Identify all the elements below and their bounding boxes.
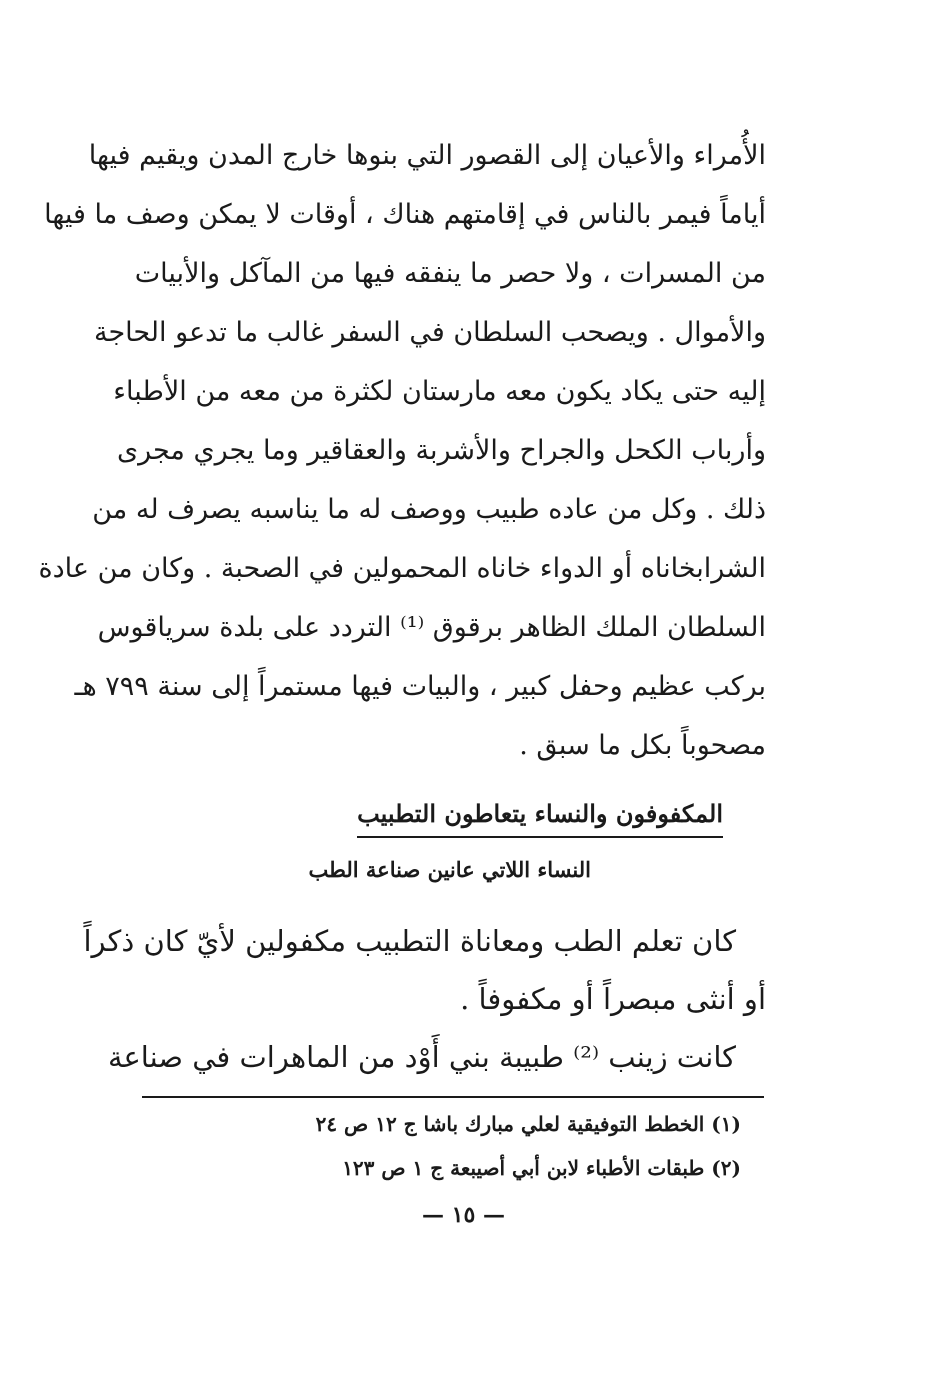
text-line: أو أنثى مبصراً أو مكفوفاً . xyxy=(460,982,766,1016)
body-paragraph xyxy=(38,126,766,775)
text-line: السلطان الملك الظاهر برقوق ⁽¹⁾ التردد على بلدة سرياقوس xyxy=(97,612,766,643)
text-line: أياماً فيمر بالناس في إقامتهم هناك ، أوقات لا يمكن وصف ما فيها xyxy=(44,199,766,230)
text-line: الأُمراء والأعيان إلى القصور التي بنوها خارج المدن ويقيم فيها xyxy=(88,140,766,171)
sub-heading: النساء اللاتي عانين صناعة الطب xyxy=(308,857,591,882)
text-line: والأموال . ويصحب السلطان في السفر غالب ما تدعو الحاجة xyxy=(93,317,766,348)
text-line: كان تعلم الطب ومعاناة التطبيب مكفولين لأيّ كان ذكراً xyxy=(83,924,736,958)
text-line: بركب عظيم وحفل كبير ، والبيات فيها مستمراً إلى سنة ٧٩٩ هـ xyxy=(74,671,766,702)
second-paragraph xyxy=(83,912,766,1086)
page-number: — ١٥ — xyxy=(422,1202,505,1228)
footnote: (٢) طبقات الأطباء لابن أبي أصيبعة ج ١ ص ١٢٣ xyxy=(342,1156,741,1180)
footnotes xyxy=(316,1102,741,1190)
text-line: إليه حتى يكاد يكون معه مارستان لكثرة من معه من الأطباء xyxy=(113,376,766,407)
text-line: من المسرات ، ولا حصر ما ينفقه فيها من المآكل والأبيات xyxy=(134,258,766,289)
text-line: ذلك . وكل من عاده طبيب ووصف له ما يناسبه يصرف له من xyxy=(92,494,766,525)
section-heading: المكفوفون والنساء يتعاطون التطبيب xyxy=(357,796,723,838)
text-line: وأرباب الكحل والجراح والأشربة والعقاقير وما يجري مجرى xyxy=(116,435,766,466)
footnote-divider xyxy=(142,1096,764,1098)
text-line: كانت زينب ⁽²⁾ طبيبة بني أَوْد من الماهرات في صناعة xyxy=(107,1040,736,1074)
text-line: مصحوباً بكل ما سبق . xyxy=(519,730,766,761)
text-line: الشرابخاناه أو الدواء خاناه المحمولين في الصحبة . وكان من عادة xyxy=(38,553,766,584)
footnote: (١) الخطط التوفيقية لعلي مبارك باشا ج ١٢ ص ٢٤ xyxy=(315,1112,741,1136)
